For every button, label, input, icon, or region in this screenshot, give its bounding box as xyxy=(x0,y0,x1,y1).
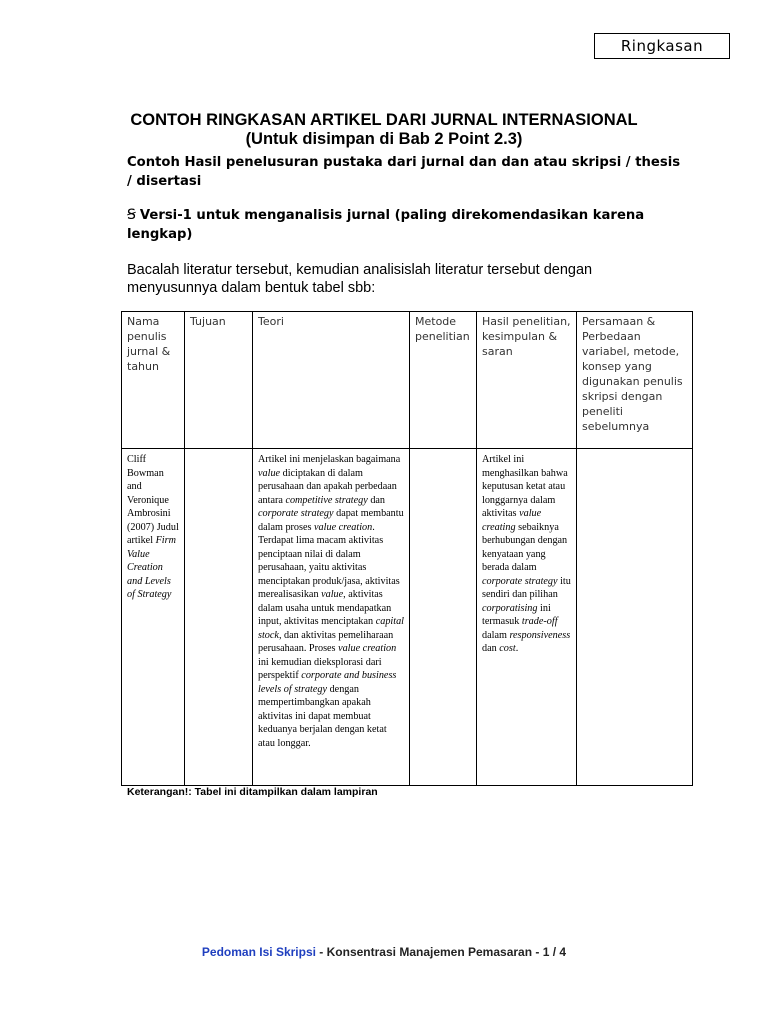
text-segment: itu sendiri dan pilihan xyxy=(482,575,571,600)
version-heading xyxy=(127,206,687,244)
text-segment: . Terdapat lima macam aktivitas penciptaan nilai di dalam perusahaan, yaitu aktivitas menciptakan produk/jasa, aktivitas merealisasikan xyxy=(258,521,400,600)
cell-teori xyxy=(253,449,410,786)
text-segment: , dan aktivitas pemeliharaan perusahaan. Proses xyxy=(258,629,394,654)
text-segment: . xyxy=(515,643,519,654)
cell-metode xyxy=(410,449,477,786)
version-text: Versi-1 untuk menganalisis jurnal (paling direkomendasikan karena lengkap) xyxy=(127,208,645,242)
italic-term: capital stock xyxy=(258,616,404,641)
table-row xyxy=(122,449,693,786)
italic-term: value creating xyxy=(482,508,542,533)
bullet-icon: Ꞩ xyxy=(127,207,136,223)
italic-term: value creation xyxy=(314,521,373,533)
intro-paragraph: Bacalah literatur tersebut, kemudian analisislah literatur tersebut dengan menyusunnya dalam bentuk tabel sbb: xyxy=(127,262,593,296)
italic-term: value xyxy=(321,589,344,600)
header-cell-persamaan: Persamaan & Perbedaan variabel, metode, konsep yang digunakan penulis skripsi dengan peneliti sebelumnya xyxy=(577,312,693,449)
text-segment: dengan mempertimbangkan apakah aktivitas ini dapat membuat keduanya berjalan dengan ketat atau longgar. xyxy=(258,683,387,749)
italic-term: corporate and business levels of strategy xyxy=(258,670,397,695)
section-subtitle: Contoh Hasil penelusuran pustaka dari jurnal dan dan atau skripsi / thesis / disertasi xyxy=(127,155,681,189)
header-cell-author: Nama penulis jurnal & tahun xyxy=(122,312,185,449)
header-cell-tujuan: Tujuan xyxy=(185,312,253,449)
author-text: Cliff Bowman and Veronique Ambrosini (2007) Judul artikel xyxy=(127,454,179,546)
article-title: Firm Value Creation and Levels of Strategy xyxy=(127,535,176,600)
italic-term: corporate strategy xyxy=(482,575,558,587)
italic-term: competitive strategy xyxy=(285,494,368,506)
text-segment: dan xyxy=(367,494,386,506)
document-subtitle-parenthetical: (Untuk disimpan di Bab 2 Point 2.3) xyxy=(245,130,523,148)
cell-tujuan xyxy=(185,449,253,786)
text-segment: ini kemudian dieksplorasi dari perspektif xyxy=(258,656,382,681)
literature-table xyxy=(121,311,693,786)
italic-term: corporate strategy xyxy=(258,508,334,519)
cell-hasil xyxy=(477,449,577,786)
header-cell-teori: Teori xyxy=(253,312,410,449)
header-cell-hasil: Hasil penelitian, kesimpulan & saran xyxy=(477,312,577,449)
text-segment: ini termasuk xyxy=(482,602,551,627)
page-footer xyxy=(0,945,768,959)
text-segment: Artikel ini menghasilkan bahwa keputusan ketat atau longgarnya dalam aktivitas xyxy=(482,454,568,519)
text-segment: Artikel ini menjelaskan bagaimana xyxy=(258,454,401,465)
text-segment: dan xyxy=(482,643,500,654)
footer-concentration: - Konsentrasi Manajemen Pemasaran - 1 / 4 xyxy=(315,945,567,959)
table-note: Keterangan!: Tabel ini ditampilkan dalam lampiran xyxy=(127,786,378,798)
text-segment: , aktivitas dalam usaha untuk mendapatkan input, aktivitas menciptakan xyxy=(258,589,392,627)
text-segment: dapat membantu dalam proses xyxy=(258,508,404,533)
italic-term: value xyxy=(258,467,281,479)
italic-term: cost xyxy=(499,643,516,654)
italic-term: value creation xyxy=(338,643,397,654)
footer-guide-title: Pedoman Isi Skripsi xyxy=(201,945,316,959)
italic-term: trade-off xyxy=(521,616,558,627)
cell-persamaan xyxy=(577,449,693,786)
document-title: CONTOH RINGKASAN ARTIKEL DARI JURNAL INTERNASIONAL xyxy=(130,111,638,129)
ringkasan-label-box: Ringkasan xyxy=(594,33,730,59)
cell-author xyxy=(122,449,185,786)
italic-term: corporatising xyxy=(482,602,538,614)
text-segment: diciptakan di dalam perusahaan dan apakah perbedaan antara xyxy=(258,467,397,506)
table-header-row xyxy=(122,312,693,449)
italic-term: responsiveness xyxy=(509,629,571,641)
text-segment: dalam xyxy=(482,629,510,641)
header-cell-metode: Metode penelitian xyxy=(410,312,477,449)
text-segment: sebaiknya berhubungan dengan kenyataan yang berada dalam xyxy=(482,521,568,573)
